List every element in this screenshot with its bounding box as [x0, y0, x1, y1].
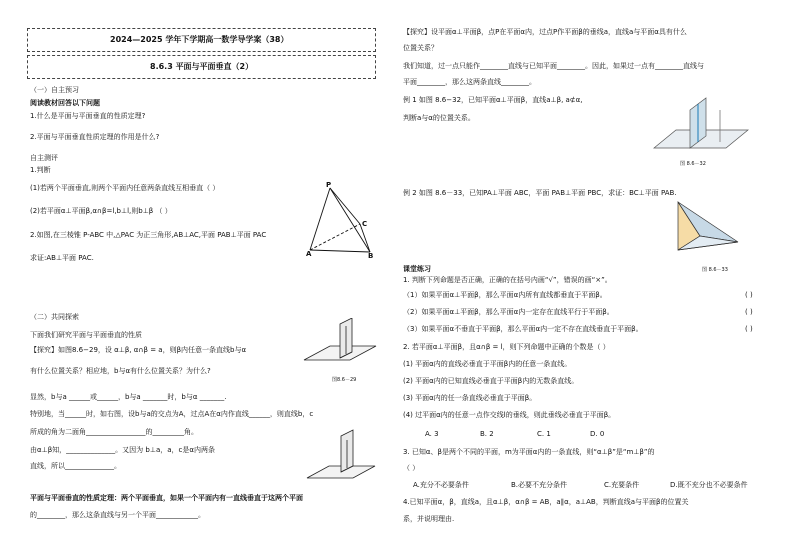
- practice-2-option-d: D. 0: [590, 430, 605, 438]
- fig-label-p: P: [326, 181, 332, 189]
- practice-2-item-2: (2) 平面α内的已知直线必垂直于平面β内的无数条直线。: [403, 377, 579, 385]
- practice-3-option-a: A.充分不必要条件: [413, 481, 469, 489]
- fig-label-a: A: [306, 250, 312, 258]
- pyramid-figure: [300, 180, 380, 260]
- explore2-line-2: 位置关系？: [403, 44, 438, 52]
- practice-1: 1. 判断下列命题是否正确，正确的在括号内画“√”，错误的画“×”。: [403, 276, 612, 284]
- explore2-line-3: 我们知道，过一点只能作________直线与已知平面________。因此，如果过一点有________直线与: [403, 62, 704, 70]
- explore-fill-1: 显然，b与a ______或______，b与a _______时，b与α _______.: [30, 393, 227, 401]
- example-1-line-2: 判断a与α的位置关系。: [403, 114, 475, 122]
- judge-item-1: (1)若两个平面垂直,则两个平面内任意两条直线互相垂直（ ）: [30, 184, 220, 192]
- worksheet-subtitle: 8.6.3 平面与平面垂直（2）: [150, 62, 254, 71]
- figure-8-6-29: [300, 318, 380, 376]
- question-2: 2.平面与平面垂直性质定理的作用是什么?: [30, 133, 160, 141]
- worksheet-title: 2024—2025 学年下学期高一数学导学案（38）: [110, 35, 289, 44]
- judge-heading: 1.判断: [30, 166, 51, 174]
- figure-8-6-33-caption: 图 8.6－33: [702, 267, 728, 273]
- explore-fill-2: 特别地，当______时，如右图，设b与a的交点为A，过点A在α内作直线______，则直线b，c: [30, 410, 314, 418]
- problem-2-text: 2.如图,在三棱锥 P-ABC 中,△PAC 为正三角形,AB⊥AC,平面 PAB⊥平面 PAC: [30, 231, 267, 239]
- classroom-practice-heading: 课堂练习: [403, 265, 431, 273]
- explore2-line-4: 平面________，那么这两条直线________。: [403, 78, 536, 86]
- fig-label-b: B: [368, 252, 374, 260]
- perpendicular-planes-figure: [305, 428, 377, 484]
- practice-3-option-d: D.既不充分也不必要条件: [670, 481, 748, 489]
- figure-8-6-29-caption: 图8.6－29: [332, 377, 357, 383]
- reading-instruction: 阅读教材回答以下问题: [30, 99, 100, 107]
- practice-2-option-c: C. 1: [537, 430, 551, 438]
- section-self-study: （一）自主预习: [30, 86, 79, 94]
- judge-item-2: (2)若平面α⊥平面β,α∩β=l,b⊥l,则b⊥β （ ）: [30, 207, 172, 215]
- problem-2-prove: 求证:AB⊥平面 PAC.: [30, 254, 94, 262]
- practice-2: 2. 若平面α⊥平面β，且α∩β = l，则下列命题中正确的个数是（ ）: [403, 343, 610, 351]
- practice-3: 3. 已知α、β是两个不同的平面，m为平面α内的一条直线，则“α⊥β”是“m⊥β”的: [403, 448, 655, 456]
- explore-intro: 下面我们研究平面与平面垂直的性质: [30, 331, 142, 339]
- explore-fill-3: 所成的角为二面角_________________的_________角。: [30, 428, 198, 436]
- practice-3-option-b: B.必要不充分条件: [511, 481, 568, 489]
- explore-question: 【探究】如图8.6−29，设 α⊥β, α∩β = a，则β内任意一条直线b与α: [30, 346, 247, 354]
- self-test-heading: 自主测评: [30, 154, 58, 162]
- practice-2-option-a: A. 3: [425, 430, 439, 438]
- practice-1-paren-3: ( ): [745, 325, 753, 333]
- figure-8-6-32-caption: 图 8.6－32: [680, 161, 706, 167]
- figure-8-6-33: [670, 198, 746, 264]
- practice-1-item-1: （1）如果平面α⊥平面β，那么平面α内所有直线都垂直于平面β。: [403, 291, 607, 299]
- practice-2-item-4: (4) 过平面α内的任意一点作交线l的垂线，则此垂线必垂直于平面β。: [403, 411, 616, 419]
- question-1: 1.什么是平面与平面垂直的性质定理?: [30, 112, 146, 120]
- practice-1-item-3: （3）如果平面α不垂直于平面β，那么平面α内一定不存在直线垂直于平面β。: [403, 325, 643, 333]
- theorem-line-2: 的________，那么这条直线与另一个平面____________。: [30, 511, 205, 519]
- practice-3-option-c: C.充要条件: [604, 481, 640, 489]
- section-explore: （二）共同探索: [30, 313, 79, 321]
- fig-label-c: C: [362, 220, 368, 228]
- practice-4-line-2: 系，并说明理由.: [403, 515, 455, 523]
- practice-2-item-1: (1) 平面α内的直线必垂直于平面β内的任意一条直线。: [403, 360, 572, 368]
- practice-2-option-b: B. 2: [480, 430, 494, 438]
- practice-1-paren-1: ( ): [745, 291, 753, 299]
- practice-3-paren: （ ）: [403, 464, 420, 472]
- practice-1-item-2: （2）如果平面α⊥平面β，那么平面α内一定存在直线平行于平面β。: [403, 308, 614, 316]
- theorem-line-1: 平面与平面垂直的性质定理：两个平面垂直，如果一个平面内有一直线垂直于这两个平面: [30, 494, 303, 502]
- figure-8-6-32: [650, 90, 750, 160]
- explore2-line-1: 【探究】设平面α⊥平面β，点P在平面α内，过点P作平面β的垂线a，直线a与平面α具有什么: [403, 28, 687, 36]
- practice-4-line-1: 4.已知平面α，β，直线a，且α⊥β，α∩β = AB，a∥α，a⊥AB，判断直线a与平面β的位置关: [403, 498, 689, 506]
- example-2: 例 2 如图 8.6－33，已知PA⊥平面 ABC，平面 PAB⊥平面 PBC，求证：BC⊥平面 PAB.: [403, 189, 677, 197]
- practice-2-item-3: (3) 平面α内的任一条直线必垂直于平面β。: [403, 394, 537, 402]
- explore-question-2: 有什么位置关系？相应地，b与α有什么位置关系？为什么?: [30, 367, 211, 375]
- explore-fill-5: 直线，所以______________。: [30, 462, 121, 470]
- example-1-line-1: 例 1 如图 8.6−32，已知平面α⊥平面β，直线a⊥β, a⊄α,: [403, 96, 583, 104]
- practice-1-paren-2: ( ): [745, 308, 753, 316]
- explore-fill-4: 由α⊥β知，______________。又因为 b⊥a，a，c是α内两条: [30, 446, 215, 454]
